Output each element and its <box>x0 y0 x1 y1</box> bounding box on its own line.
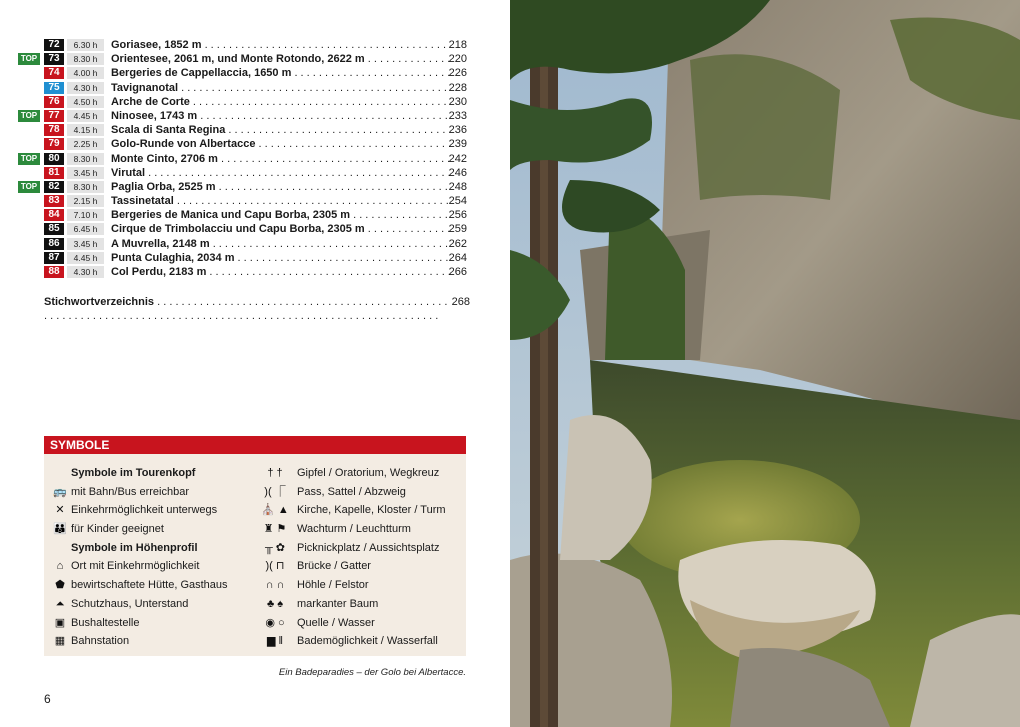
symbols-legend <box>44 436 466 656</box>
legend-item <box>50 632 250 651</box>
legend-text: Bahnstation <box>71 635 130 648</box>
tour-title: Punta Culaghia, 2034 m . . . <box>111 251 450 265</box>
tour-number-badge: 78 <box>44 124 64 136</box>
legend-text: Brücke / Gatter <box>297 560 371 573</box>
legend-text: Bademöglichkeit / Wasserfall <box>297 635 438 648</box>
tour-title: Golo-Runde von Albertacce . . . <box>111 137 450 151</box>
tour-number-badge: 87 <box>44 252 64 264</box>
tour-number-badge: 84 <box>44 209 64 221</box>
summit-cross-icon: † † <box>267 467 283 479</box>
toc-entry[interactable] <box>18 38 470 52</box>
legend-item <box>258 595 466 614</box>
tour-duration: 2.25 h <box>67 138 104 150</box>
cave-icon: ∩ ∩ <box>265 579 285 592</box>
tour-page: 236 <box>448 124 467 137</box>
legend-text: Wachturm / Leuchtturm <box>297 523 411 536</box>
legend-item <box>50 520 250 539</box>
tour-page: 248 <box>448 180 467 193</box>
table-of-contents <box>18 38 470 279</box>
legend-text: mit Bahn/Bus erreichbar <box>71 485 189 498</box>
legend-subheading <box>50 464 250 483</box>
tour-title: Col Perdu, 2183 m . . . <box>111 265 450 279</box>
tour-title: Cirque de Trimbolacciu und Capu Borba, 2305 m . . . <box>111 222 450 236</box>
tour-title: Tavignanotal . . . <box>111 81 450 95</box>
legend-item <box>258 520 466 539</box>
toc-entry[interactable] <box>18 194 470 208</box>
tour-title: Goriasee, 1852 m . . . <box>111 38 450 52</box>
legend-item <box>50 557 250 576</box>
legend-item <box>50 614 250 633</box>
tour-number-badge: 79 <box>44 138 64 150</box>
tour-title: A Muvrella, 2148 m . . . <box>111 237 450 251</box>
train-station-icon: ▦ <box>54 635 66 648</box>
tour-number-badge: 74 <box>44 67 64 79</box>
toc-entry[interactable] <box>18 152 470 166</box>
tour-page: 226 <box>448 67 467 80</box>
toc-entry[interactable] <box>18 166 470 180</box>
tour-page: 228 <box>448 81 467 94</box>
tour-duration: 4.30 h <box>67 266 104 278</box>
legend-text: Gipfel / Oratorium, Wegkreuz <box>297 467 440 479</box>
index-title: Stichwortverzeichnis . . . <box>44 295 450 323</box>
bus-stop-icon: ▣ <box>54 616 66 629</box>
toc-entry[interactable] <box>18 237 470 251</box>
legend-item <box>258 632 466 651</box>
tour-duration: 4.45 h <box>67 252 104 264</box>
toc-entry[interactable] <box>18 52 470 66</box>
tour-title: Bergeries de Cappellaccia, 1650 m . . . <box>111 66 450 80</box>
legend-text: Symbole im Höhenprofil <box>71 541 198 554</box>
tour-page: 256 <box>448 209 467 222</box>
bathing-icon: ▆ ‖ <box>266 635 284 648</box>
tour-page: 220 <box>448 53 467 66</box>
tour-page: 259 <box>448 223 467 236</box>
toc-entry[interactable] <box>18 265 470 279</box>
legend-text: Schutzhaus, Unterstand <box>71 597 189 610</box>
tour-number-badge: 80 <box>44 153 64 165</box>
symbols-right-column <box>258 464 466 651</box>
tour-page: 266 <box>448 266 467 278</box>
top-badge: TOP <box>18 153 40 165</box>
legend-item <box>258 464 466 483</box>
shelter-icon: ⏶ <box>55 597 65 610</box>
tour-page: 262 <box>448 237 467 250</box>
toc-entry[interactable] <box>18 208 470 222</box>
tour-duration: 8.30 h <box>67 181 104 193</box>
toc-entry[interactable] <box>18 251 470 265</box>
legend-text: Picknickplatz / Aussichtsplatz <box>297 541 440 554</box>
photo-caption: Ein Badeparadies – der Golo bei Albertacce. <box>278 667 466 678</box>
tour-number-badge: 85 <box>44 223 64 235</box>
toc-entry[interactable] <box>18 109 470 123</box>
legend-item <box>258 614 466 633</box>
legend-item <box>258 483 466 502</box>
watchtower-icon: ♜ ⚑ <box>263 523 287 536</box>
tour-title: Scala di Santa Regina . . . <box>111 123 450 137</box>
pass-icon: )( ⎾ <box>264 485 286 498</box>
legend-text: Symbole im Tourenkopf <box>71 467 196 479</box>
page-number: 6 <box>44 692 51 706</box>
legend-text: Höhle / Felstor <box>297 579 369 592</box>
tour-duration: 8.30 h <box>67 153 104 165</box>
legend-item <box>50 483 250 502</box>
tour-number-badge: 73 <box>44 53 64 65</box>
tour-duration: 3.45 h <box>67 167 104 179</box>
tour-duration: 6.45 h <box>67 223 104 235</box>
tour-title: Paglia Orba, 2525 m . . . <box>111 180 450 194</box>
tour-number-badge: 83 <box>44 195 64 207</box>
toc-entry[interactable] <box>18 222 470 236</box>
tour-page: 264 <box>448 251 467 264</box>
picnic-icon: ╥ ✿ <box>264 541 286 554</box>
church-icon: ⛪ ▲ <box>261 504 289 517</box>
legend-text: für Kinder geeignet <box>71 523 164 536</box>
top-badge: TOP <box>18 110 40 122</box>
legend-text: Ort mit Einkehrmöglichkeit <box>71 560 200 573</box>
tour-number-badge: 81 <box>44 167 64 179</box>
toc-entry[interactable] <box>18 81 470 95</box>
tour-duration: 2.15 h <box>67 195 104 207</box>
cutlery-icon: ✕ <box>55 504 65 517</box>
toc-entry[interactable] <box>18 66 470 80</box>
legend-subheading <box>50 539 250 558</box>
tour-duration: 4.00 h <box>67 67 104 79</box>
landscape-photo <box>510 0 1020 727</box>
tour-number-badge: 86 <box>44 238 64 250</box>
tour-title: Ninosee, 1743 m . . . <box>111 109 450 123</box>
symbols-heading: SYMBOLE <box>44 436 466 454</box>
index-page: 268 <box>451 296 470 308</box>
village-icon: ⌂ <box>56 560 64 573</box>
legend-item <box>50 595 250 614</box>
tour-duration: 3.45 h <box>67 238 104 250</box>
tour-number-badge: 75 <box>44 82 64 94</box>
family-icon: 👪 <box>53 523 67 536</box>
river-gorge-image <box>510 0 1020 727</box>
index-entry[interactable] <box>44 295 470 309</box>
tour-page: 233 <box>448 109 467 122</box>
tour-page: 218 <box>448 39 467 51</box>
legend-item <box>50 501 250 520</box>
legend-text: Bushaltestelle <box>71 616 140 629</box>
tour-title: Arche de Corte . . . <box>111 95 450 109</box>
tour-duration: 7.10 h <box>67 209 104 221</box>
tour-page: 254 <box>448 195 467 208</box>
legend-text: Kirche, Kapelle, Kloster / Turm <box>297 504 446 517</box>
tour-number-badge: 82 <box>44 181 64 193</box>
legend-item <box>258 557 466 576</box>
tour-number-badge: 77 <box>44 110 64 122</box>
tour-title: Bergeries de Manica und Capu Borba, 2305 m . . . <box>111 208 450 222</box>
toc-entry[interactable] <box>18 95 470 109</box>
legend-text: Einkehrmöglichkeit unterwegs <box>71 504 218 517</box>
tour-title: Orientesee, 2061 m, und Monte Rotondo, 2622 m . . . <box>111 52 450 66</box>
tour-duration: 8.30 h <box>67 53 104 65</box>
tour-duration: 4.15 h <box>67 124 104 136</box>
bus-icon: 🚌 <box>53 485 67 498</box>
tour-page: 242 <box>448 152 467 165</box>
hut-icon: ⬟ <box>55 579 65 592</box>
legend-text: Quelle / Wasser <box>297 616 375 629</box>
legend-item <box>258 501 466 520</box>
legend-item <box>50 576 250 595</box>
tour-number-badge: 88 <box>44 266 64 278</box>
tree-icon: ♣ ♠ <box>266 597 284 610</box>
tour-page: 230 <box>448 95 467 108</box>
bridge-icon: )( ⊓ <box>265 560 285 573</box>
tour-duration: 4.50 h <box>67 96 104 108</box>
toc-entry[interactable] <box>18 137 470 151</box>
tour-duration: 4.45 h <box>67 110 104 122</box>
legend-text: Pass, Sattel / Abzweig <box>297 485 406 498</box>
tour-number-badge: 76 <box>44 96 64 108</box>
spring-icon: ◉ ○ <box>265 616 285 629</box>
top-badge: TOP <box>18 53 40 65</box>
tour-title: Virutal . . . <box>111 166 450 180</box>
legend-text: markanter Baum <box>297 597 379 610</box>
tour-page: 239 <box>448 138 467 151</box>
tour-duration: 4.30 h <box>67 82 104 94</box>
tour-duration: 6.30 h <box>67 39 104 51</box>
legend-text: bewirtschaftete Hütte, Gasthaus <box>71 579 228 592</box>
toc-entry[interactable] <box>18 180 470 194</box>
tour-page: 246 <box>448 166 467 179</box>
tour-title: Tassinetatal . . . <box>111 194 450 208</box>
tour-title: Monte Cinto, 2706 m . . . <box>111 152 450 166</box>
toc-entry[interactable] <box>18 123 470 137</box>
top-badge: TOP <box>18 181 40 193</box>
tour-number-badge: 72 <box>44 39 64 51</box>
legend-item <box>258 576 466 595</box>
legend-item <box>258 539 466 558</box>
symbols-left-column <box>50 464 250 651</box>
